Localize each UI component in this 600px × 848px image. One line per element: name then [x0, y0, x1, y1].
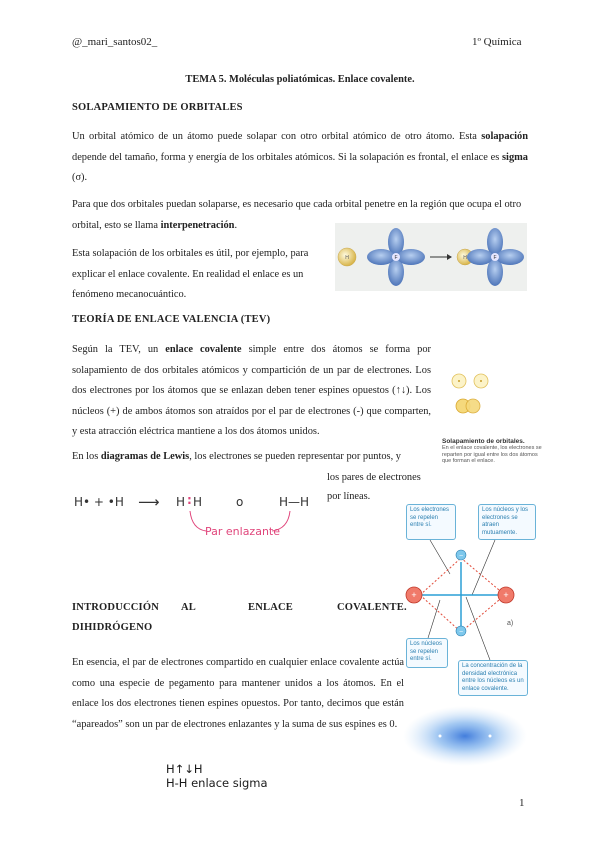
lewis-h-left: H: [176, 495, 186, 509]
orbital-overlap-image: [335, 223, 527, 291]
figure-caption: [442, 438, 542, 465]
paragraph-tev: Según la TEV, un enlace covalente simple entre dos átomos se forma por solapamiento de dos orbitales atómicos y compartición de un par de electrones. Los dos electrones por los átomos que se enlazan deben tener espines opuestos (↑↓). Los núcleos (+) de ambos átomos son atraídos por el par de electrones (-) que comparten, y esta atracción eléctrica mantiene a los dos átomos unidos.: [72, 344, 432, 438]
electron-top: −: [458, 553, 464, 560]
h-label-2: H: [463, 255, 467, 261]
lewis-diagram: [74, 493, 334, 543]
lewis-reactants: H• + •H: [74, 495, 124, 509]
paragraph-dihidrogeno: En esencia, el par de electrones compartido en cualquier enlace covalente actúa como una especie de pegamento para mantener unidos a los átomos. En el enlace los dos electrones tienen espines opuestos. Por tanto, decimos que están “apareados” son un par de electrones enlazantes y la suma de sus espines es 0.: [72, 657, 404, 730]
lewis-h-right: H: [193, 495, 203, 509]
heading-solapamiento: SOLAPAMIENTO DE ORBITALES: [72, 102, 243, 113]
label-nuclei-repel: Los núcleos se repelen entre sí.: [406, 638, 448, 668]
label-density: La concentración de la densidad electrónica entre los núcleos es un enlace covalente.: [458, 660, 528, 696]
caption-body: En el enlace covalente, los electrones se reparten por igual entre los dos átomos que forman el enlace.: [442, 445, 542, 464]
lewis-dots: :: [187, 493, 192, 507]
lewis-pairs-text: los pares de electrones: [327, 472, 421, 483]
h-label-1: H: [345, 255, 349, 261]
sigma-bond-note: [166, 762, 268, 790]
heading-tev: TEORÍA DE ENLACE VALENCIA (TEV): [72, 314, 271, 325]
header-right: 1º Química: [472, 36, 522, 48]
paragraph-interpenetracion: Para que dos orbitales puedan solaparse, es necesario que cada orbital penetre en la región que ocupa el otro orbital, esto se llama interpenetración.: [72, 199, 522, 231]
document-title: TEMA 5. Moléculas poliatómicas. Enlace covalente.: [185, 74, 415, 85]
header-left: @_mari_santos02_: [72, 36, 158, 48]
lewis-lines-text: por líneas.: [327, 491, 371, 502]
caption-title: Solapamiento de orbitales.: [442, 438, 525, 445]
nucleus-left: +: [411, 590, 417, 600]
lewis-arrow: ⟶: [138, 493, 160, 511]
paragraph-solapacion-util: Esta solapación de los orbitales es útil, por ejemplo, para explicar el enlace covalente. En realidad el enlace es un fenómeno mecanocuántico.: [72, 248, 309, 300]
sigma-line-2: H-H enlace sigma: [166, 776, 268, 790]
lewis-bond: H—H: [279, 495, 310, 509]
par-enlazante-label: Par enlazante: [205, 525, 281, 538]
sigma-line-1: H↑↓H: [166, 762, 203, 776]
electron-bottom: −: [458, 629, 464, 636]
nucleus-right: +: [503, 590, 509, 600]
f-label-2: F: [493, 255, 497, 261]
label-electrons-repel: Los electrones se repelen entre sí.: [406, 504, 456, 540]
paragraph-solapacion: Un orbital atómico de un átomo puede solapar con otro orbital atómico de otro átomo. Esta solapación depende del tamaño, forma y energía de los orbitales atómicos. Si la solapación es frontal, el enlace es sigma (σ).: [72, 131, 528, 183]
label-a: a): [507, 620, 514, 627]
f-label-1: F: [394, 255, 398, 261]
page-number: 1: [519, 797, 525, 809]
small-overlap-image: [447, 365, 502, 433]
label-attract: Los núcleos y los electrones se atraen mutuamente.: [478, 504, 536, 540]
electron-cloud: [400, 700, 530, 775]
covalent-bond-figure: [400, 500, 530, 775]
lewis-or: o: [236, 495, 244, 509]
paragraph-lewis: En los diagramas de Lewis, los electrones se pueden representar por puntos, y: [72, 451, 401, 462]
